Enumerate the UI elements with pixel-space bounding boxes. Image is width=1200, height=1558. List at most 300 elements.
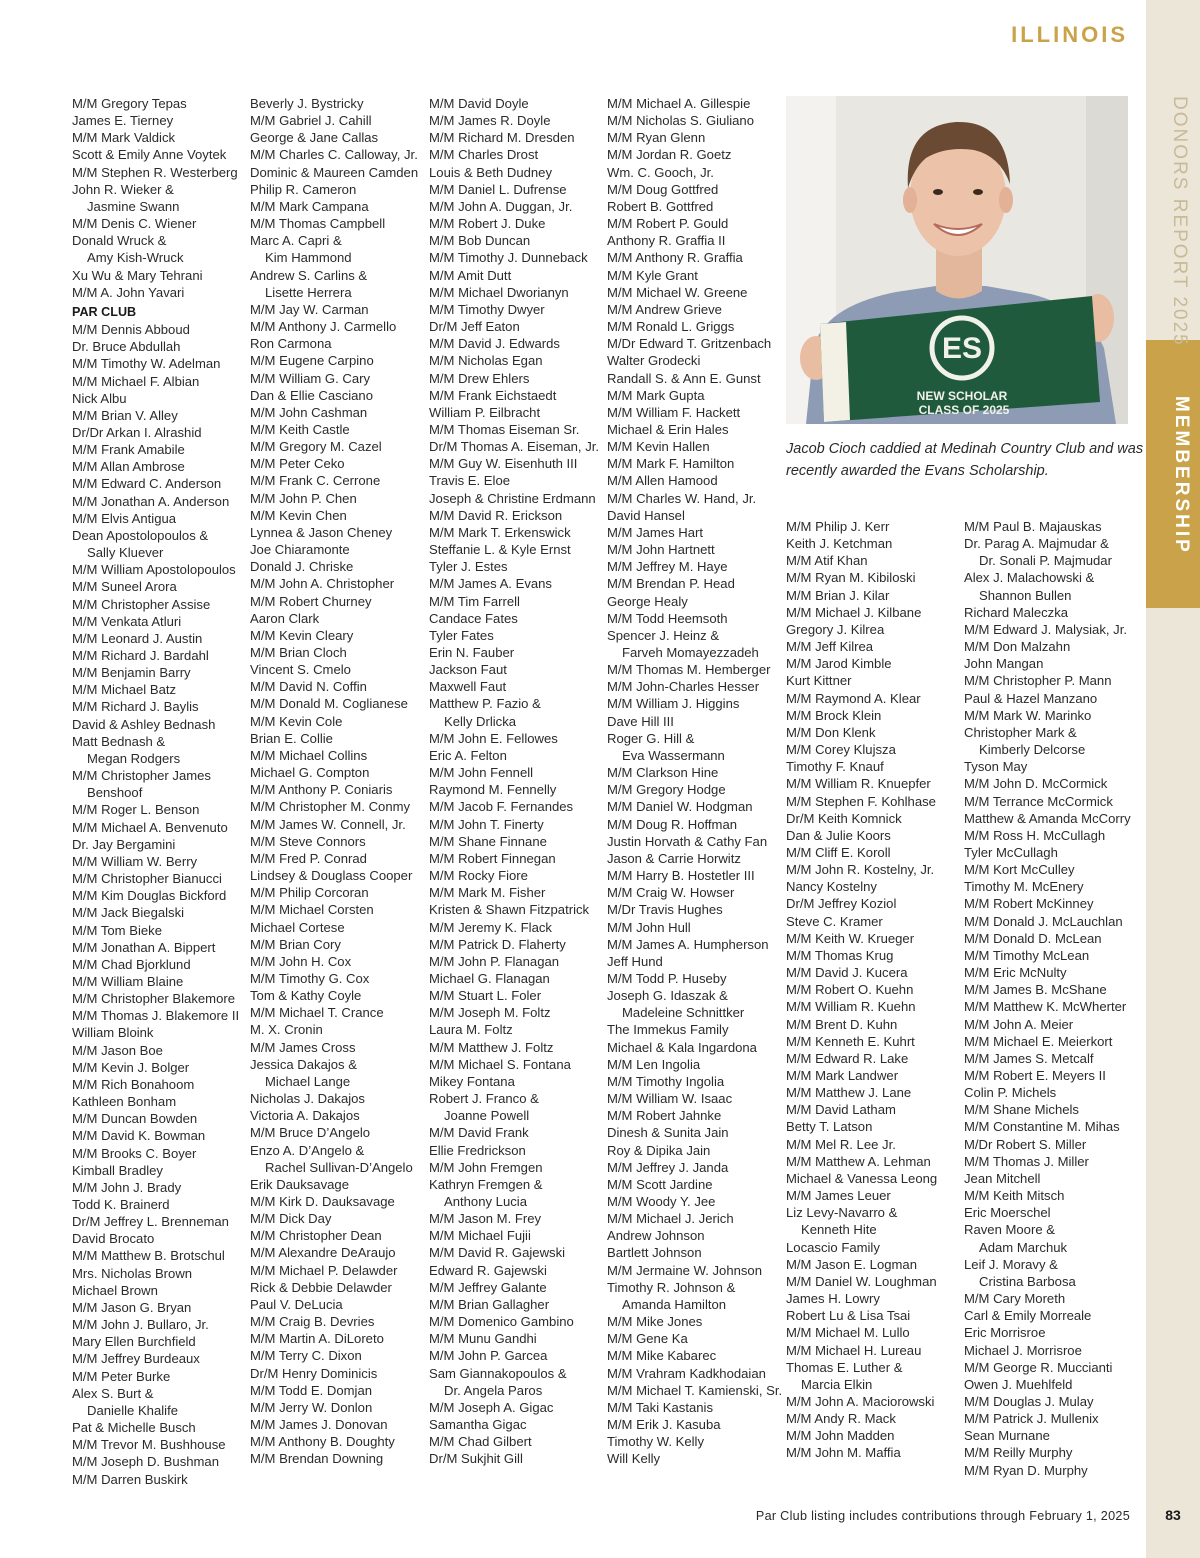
donor-name: Gregory J. Kilrea [786,621,885,637]
donor-name: M/M Jeffrey Burdeaux [72,1351,200,1367]
donor-name: Dr/M Jeff Eaton [429,319,520,335]
donor-name: Eric Moerschel [964,1205,1051,1221]
donor-name: M/M Corey Klujsza [786,742,896,758]
donor-name: Kimball Bradley [72,1162,163,1178]
donor-name-continued: Amanda Hamilton [622,1296,727,1312]
donor-name: Steve C. Kramer [786,913,883,929]
donor-name: M/M Woody Y. Jee [607,1194,716,1209]
donor-name: M/M John M. Maffia [786,1445,901,1461]
donor-name: M/M Michael Fujii [429,1228,531,1244]
donor-name: M/M Brendan P. Head [607,576,735,592]
donor-name: M/M Andy R. Mack [786,1411,896,1427]
donor-name: Samantha Gigac [429,1417,527,1433]
donor-name: M/M Brent D. Kuhn [786,1016,898,1032]
donor-name: Thomas E. Luther & [786,1359,903,1375]
donor-name: Dr. Parag A. Majmudar & [964,536,1109,552]
donor-name: M/M Scott Jardine [607,1176,713,1192]
donor-name: M/M Edward C. Anderson [72,476,222,492]
donor-name: Raymond M. Fennelly [429,782,557,798]
donor-name: Erik Dauksavage [250,1176,349,1192]
donor-name: Brian E. Collie [250,730,333,746]
donor-name: Walter Grodecki [607,353,701,369]
donor-name: M/M Robert Finnegan [429,850,556,866]
donor-name: Carl & Emily Morreale [964,1308,1092,1324]
donor-name: M/M Denis C. Wiener [72,216,197,232]
donor-name: M/M Daniel W. Loughman [786,1273,937,1289]
donor-name: M/M Brian Cloch [250,645,347,660]
donor-name: Michael & Kala Ingardona [607,1039,757,1055]
donor-name: M/M Keith Castle [250,421,350,437]
donor-name: M/M Christopher James [72,768,211,784]
donor-name: Candace Fates [429,610,518,626]
donor-name: M/M Jeffrey M. Haye [607,559,728,575]
donor-name: Jeff Hund [607,953,663,969]
donor-name: M/Dr Edward T. Gritzenbach [607,336,772,352]
donor-name: M/M Michael Dworianyn [429,284,569,300]
donor-name: M/M David Latham [786,1102,896,1118]
donor-name: M/M David Frank [429,1125,529,1141]
flag-line-2: CLASS OF 2025 [918,403,1010,417]
donor-name: M/M William R. Kuehn [786,999,916,1015]
donor-name: Joseph G. Idaszak & [607,988,728,1004]
donor-name: M/M Jack Biegalski [72,905,185,921]
donor-name: Dr/Dr Arkan I. Alrashid [72,424,202,440]
donor-name: M/M Michael E. Meierkort [964,1033,1113,1049]
donor-name: M/M Terry C. Dixon [250,1348,362,1364]
donor-name: M/M Rocky Fiore [429,868,528,884]
donor-name: M/M Brian V. Alley [72,407,178,423]
donor-name: M/M William F. Hackett [607,404,741,420]
donor-name: M/M Michael H. Lureau [786,1342,922,1358]
donor-name: M/M Jeffrey Galante [429,1279,547,1295]
donor-name: M/M Nicholas S. Giuliano [607,113,754,129]
donor-name: Beverly J. Bystricky [250,96,364,111]
donor-name: Nicholas J. Dakajos [250,1091,365,1107]
donor-name: Dan & Julie Koors [786,827,891,843]
flag-monogram: ES [941,332,983,365]
donor-name: M/M Michael S. Fontana [429,1056,571,1072]
donor-name: M/M Roger L. Benson [72,802,200,818]
donor-name: Eric A. Felton [429,747,507,763]
donor-name: Sean Murnane [964,1428,1050,1444]
donor-name: M/M Robert J. Duke [429,216,546,232]
donor-name: M/M Allen Hamood [607,473,718,489]
donor-name: Marc A. Capri & [250,233,342,249]
donor-name: M/M Michael Batz [72,682,177,698]
donor-name: M/M David N. Coffin [250,679,367,695]
donor-name: M/M Robert Churney [250,593,372,609]
donor-name: M/M Ryan D. Murphy [964,1462,1088,1478]
donor-name: M/M John J. Bullaro, Jr. [72,1317,209,1333]
donor-name: M/M Drew Ehlers [429,370,530,386]
donor-name: M/M Michael J. Jerich [607,1211,734,1227]
donor-name: Paul V. DeLucia [250,1296,343,1312]
donor-name: M/M Tim Farrell [429,593,520,609]
donor-name: M/M John E. Fellowes [429,730,558,746]
donor-name: Michael & Erin Hales [607,421,729,437]
donor-name: Michael G. Flanagan [429,970,550,986]
donor-name: M/M Jordan R. Goetz [607,147,732,163]
donor-column-2 [250,95,418,1468]
donor-name: Liz Levy-Navarro & [786,1205,898,1221]
donor-name: M/M Timothy G. Cox [250,970,370,986]
donor-name-continued: Jasmine Swann [87,198,180,214]
donor-name: M/M Kevin J. Bolger [72,1059,190,1075]
donor-name: M/M Cliff E. Koroll [786,844,891,860]
donor-name: Tom & Kathy Coyle [250,988,362,1004]
donor-name: M/M Venkata Atluri [72,613,182,629]
donor-name: M/M Mark Landwer [786,1068,899,1083]
donor-name: M/M Jason E. Logman [786,1256,917,1272]
donor-name: M/M Gene Ka [607,1331,688,1347]
donor-name: M/M John T. Finerty [429,816,544,832]
donor-name: Kristen & Shawn Fitzpatrick [429,902,590,918]
donor-name: M/M Robert O. Kuehn [786,982,914,998]
photo-caption: Jacob Cioch caddied at Medinah Country Club and was recently awarded the Evans Scholarship. [786,441,1144,479]
donor-name: M/M Paul B. Majauskas [964,519,1102,534]
donor-name: M/M Kevin Hallen [607,439,710,455]
donor-name: Michael J. Morrisroe [964,1342,1082,1358]
donor-name: M/M Thomas Campbell [250,216,386,232]
donor-name: M/M Timothy Ingolia [607,1073,725,1089]
donor-name: Justin Horvath & Cathy Fan [607,833,768,849]
donor-name: M/M Richard M. Dresden [429,130,575,146]
donor-name: M/M Edward J. Malysiak, Jr. [964,621,1127,637]
donor-name: M/M Leonard J. Austin [72,630,203,646]
donor-name: M/M Keith W. Krueger [786,930,915,946]
donor-column-1 [72,95,239,1488]
donor-name: M/M Matthew J. Foltz [429,1039,554,1055]
donor-name: Donald J. Chriske [250,559,354,575]
donor-name: M/Dr Robert S. Miller [964,1136,1087,1152]
donor-name: M/M Gregory Hodge [607,782,726,798]
donor-name: Joe Chiaramonte [250,542,350,558]
donor-name: M/M Michael T. Kamienski, Sr. [607,1382,783,1398]
donor-name: M/M Christopher Bianucci [72,871,222,887]
donor-name: Donald Wruck & [72,233,167,249]
donor-name: Randall S. & Ann E. Gunst [607,370,761,386]
donor-name: Keith J. Ketchman [786,536,893,552]
donor-name: Alex S. Burt & [72,1385,154,1401]
donor-name: M/M Chad Bjorklund [72,956,191,972]
donor-name: John Mangan [964,656,1044,672]
donor-name: M/M Keith Mitsch [964,1188,1065,1204]
donor-name: M/M Duncan Bowden [72,1111,198,1127]
donor-name: Kurt Kittner [786,673,852,689]
donor-name: M/M Cary Moreth [964,1291,1066,1307]
donor-name-continued: Dr. Angela Paros [444,1382,543,1398]
donor-name: M/M James Leuer [786,1188,891,1204]
donor-name: M/Dr Travis Hughes [607,902,723,918]
donor-name: Laura M. Foltz [429,1022,513,1038]
donor-name: M/M Amit Dutt [429,267,512,283]
donor-name: M/M Kenneth E. Kuhrt [786,1033,915,1049]
donor-name: Dr/M Jeffrey L. Brenneman [72,1214,229,1230]
donor-name: M/M James A. Humpherson [607,936,769,952]
donor-name: Timothy M. McEnery [964,879,1084,895]
donor-name: M/M Todd P. Huseby [607,970,727,986]
donor-name: Aaron Clark [250,610,320,626]
donor-name: Jason & Carrie Horwitz [607,850,741,866]
donor-name: M/M Daniel L. Dufrense [429,181,567,197]
donor-name: M/M Frank C. Cerrone [250,473,381,489]
donor-name-continued: Dr. Sonali P. Majmudar [979,553,1112,569]
donor-name: M/M Kevin Cleary [250,627,354,643]
donor-name: George Healy [607,593,688,609]
donor-name: M/M Harry B. Hostetler III [607,868,755,884]
donor-name: M/M Frank Eichstaedt [429,387,557,403]
donor-name: M/M Rich Bonahoom [72,1076,195,1092]
donor-name: M/M Anthony B. Doughty [250,1434,395,1450]
donor-name: M/M Christopher Assise [72,596,211,612]
donor-name: Andrew S. Carlins & [250,267,368,283]
donor-name: M/M Taki Kastanis [607,1399,713,1415]
donor-name: M/M John Hull [607,919,691,935]
donor-name: M/M James R. Doyle [429,113,551,129]
donor-name: James E. Tierney [72,113,174,129]
donor-name: M/M Shane Michels [964,1102,1079,1118]
donor-name-continued: Eva Wassermann [622,747,725,763]
donor-name: M/M Joseph A. Gigac [429,1399,554,1415]
donor-name: George & Jane Callas [250,130,379,146]
donor-name: M/M Anthony P. Coniaris [250,782,393,798]
donor-name: Jackson Faut [429,662,507,678]
donor-name: M/M James Cross [250,1039,356,1055]
donor-name: M/M Donald D. McLean [964,930,1102,946]
donor-name: Michael G. Compton [250,765,370,781]
donor-name: M/M Michael Corsten [250,902,374,918]
donor-name: M/M Michael A. Gillespie [607,96,751,111]
donor-name: Wm. C. Gooch, Jr. [607,164,714,180]
donor-name: Travis E. Eloe [429,473,511,489]
donor-name: M/M Elvis Antigua [72,510,177,526]
donor-name: M/M Michael W. Greene [607,284,748,300]
donor-name: M/M Jason Boe [72,1042,163,1058]
donor-name: M/M Martin A. DiLoreto [250,1331,384,1347]
donor-name: M/M Brian J. Kilar [786,587,890,603]
donor-name-continued: Anthony Lucia [444,1194,527,1209]
report-title: DONORS REPORT 2025 [1169,96,1190,347]
donor-name: M/M Reilly Murphy [964,1445,1073,1461]
donor-name-continued: Rachel Sullivan-D’Angelo [265,1159,413,1175]
donor-name: M/M Craig B. Devries [250,1314,375,1330]
donor-name: The Immekus Family [607,1022,729,1038]
donor-name: Bartlett Johnson [607,1245,702,1261]
donor-name: Joseph & Christine Erdmann [429,490,596,506]
donor-name: Tyler Fates [429,627,494,643]
donor-name: M/M Guy W. Eisenhuth III [429,456,578,472]
donor-name: M/M Joseph M. Foltz [429,1005,551,1021]
donor-name: Rick & Debbie Delawder [250,1279,392,1295]
flag-line-1: NEW SCHOLAR [916,389,1008,403]
donor-name: M/M Christopher Blakemore [72,991,235,1007]
donor-name: M/M Thomas J. Miller [964,1153,1089,1169]
donor-name: M/M Stephen R. Westerberg [72,164,238,180]
donor-name: M/M John Cashman [250,404,368,420]
donor-name: Scott & Emily Anne Voytek [72,147,227,163]
donor-name: M/M William R. Knuepfer [786,776,931,792]
donor-name: M/M Mark T. Erkenswick [429,524,571,540]
donor-name: Owen J. Muehlfeld [964,1376,1073,1392]
donor-name: M/M David J. Edwards [429,336,560,352]
donor-name: Paul & Hazel Manzano [964,690,1098,706]
donor-name: M/M Matthew B. Brotschul [72,1248,225,1264]
donor-name-continued: Joanne Powell [444,1108,530,1124]
donor-name: M/M Anthony R. Graffia [607,250,743,266]
donor-name: M/M Dennis Abboud [72,322,190,338]
donor-name: Robert J. Franco & [429,1091,539,1107]
donor-name: M/M A. John Yavari [72,284,185,300]
donor-name: M/M Constantine M. Mihas [964,1119,1120,1135]
section-title: MEMBERSHIP [1171,396,1192,555]
donor-name: M/M Joseph D. Bushman [72,1454,219,1470]
donor-name-continued: Danielle Khalife [87,1402,178,1418]
donor-name: Betty T. Latson [786,1119,873,1135]
donor-name: William Bloink [72,1025,154,1041]
donor-name: M/M Daniel W. Hodgman [607,799,753,815]
donor-name: M/M John H. Cox [250,953,352,969]
donor-name: M/M Stuart L. Foler [429,988,542,1004]
donor-name: Tyson May [964,759,1028,775]
donor-name: M/M Richard J. Baylis [72,699,199,715]
donor-name: M/M Matthew J. Lane [786,1085,912,1101]
donor-name: M/M Mark F. Hamilton [607,456,735,472]
donor-name: M/M Benjamin Barry [72,665,191,681]
donor-name-continued: Adam Marchuk [979,1239,1068,1255]
donor-name: M/M John A. Meier [964,1016,1074,1032]
donor-name-continued: Marcia Elkin [801,1376,873,1392]
donor-name: M/M Richard J. Bardahl [72,648,209,663]
donor-name: M/M William G. Cary [250,370,371,386]
donor-name: M/M Kevin Cole [250,713,343,729]
donor-name: M/M Todd E. Domjan [250,1382,373,1398]
donor-name-continued: Amy Kish-Wruck [87,250,184,266]
donor-name: Dr/M Henry Dominicis [250,1365,378,1381]
donor-name: Enzo A. D’Angelo & [250,1142,365,1158]
donor-name: Ellie Fredrickson [429,1142,526,1158]
page-number: 83 [1165,1507,1181,1523]
scholar-photo [786,96,1128,424]
donor-name: Christopher Mark & [964,724,1077,740]
donor-name: M/M Clarkson Hine [607,765,719,781]
donor-name: M/M Dick Day [250,1211,332,1227]
donor-column-5 [786,518,937,1462]
donor-name: Richard Maleczka [964,604,1069,620]
donor-name: Dominic & Maureen Camden [250,164,419,180]
donor-name: M/M Fred P. Conrad [250,850,367,866]
donor-name: M/M John P. Chen [250,490,357,506]
donor-name: M/M Anthony J. Carmello [250,319,397,335]
donor-name: Edward R. Gajewski [429,1262,547,1278]
donor-name: M/M Mark M. Fisher [429,885,546,901]
donor-name: M/M Jason G. Bryan [72,1299,192,1315]
donor-name: M/M John P. Flanagan [429,953,560,969]
donor-name: M/M John A. Maciorowski [786,1393,935,1409]
donor-name: M/M Jacob F. Fernandes [429,799,574,815]
donor-name: Mikey Fontana [429,1073,515,1089]
donor-name: M/M Robert P. Gould [607,216,729,232]
donor-name: M/M Atif Khan [786,553,868,569]
donor-name: Timothy W. Kelly [607,1434,705,1450]
donor-name: M/M Jason M. Frey [429,1211,542,1227]
donor-name: Colin P. Michels [964,1085,1057,1101]
donor-name: John R. Wieker & [72,181,174,197]
donor-name: M/M Ross H. McCullagh [964,827,1106,843]
donor-name: Dinesh & Sunita Jain [607,1125,729,1141]
donor-name-continued: Kenneth Hite [801,1222,877,1238]
donor-name: M/M Christopher P. Mann [964,673,1112,689]
donor-name: David Hansel [607,507,685,523]
donor-name: M/M John Fremgen [429,1159,543,1175]
donor-name: Leif J. Moravy & [964,1256,1058,1272]
donor-name: Jean Mitchell [964,1170,1041,1186]
donor-name: Raven Moore & [964,1222,1055,1238]
donor-name: M/M John Madden [786,1428,895,1444]
donor-name: M/M Doug R. Hoffman [607,816,738,832]
donor-name: M/M Vrahram Kadkhodaian [607,1365,766,1381]
donor-name: M/M Jarod Kimble [786,656,892,672]
donor-name: Timothy R. Johnson & [607,1279,736,1295]
donor-name: M/M Steve Connors [250,833,366,849]
donor-name: M/M Brendan Downing [250,1451,384,1467]
donor-name: M/M Brock Klein [786,707,882,723]
donor-name: M/M John Fennell [429,765,534,781]
donor-name: M/M William W. Berry [72,853,198,869]
donor-name: Locascio Family [786,1239,880,1255]
donor-name: M/M Timothy McLean [964,947,1090,963]
donor-name: M/M Chad Gilbert [429,1434,532,1450]
donor-name: M/M William W. Isaac [607,1091,733,1107]
donor-name: Michael Brown [72,1282,158,1298]
donor-name: M/M Nicholas Egan [429,353,543,369]
donor-name-continued: Madeleine Schnittker [622,1005,745,1021]
donor-name: Jessica Dakajos & [250,1056,357,1072]
scholar-photo-illustration [786,96,1128,424]
donor-name: Nancy Kostelny [786,879,877,895]
donor-name: David & Ashley Bednash [72,716,216,732]
donor-name: Will Kelly [607,1451,661,1467]
donor-name: M/M Kevin Chen [250,507,347,523]
donor-name: M/M Kim Douglas Bickford [72,888,227,904]
donor-name: M/M Craig W. Howser [607,885,735,901]
donor-name: M/M Timothy J. Dunneback [429,250,588,266]
donor-name: M/M Jeff Kilrea [786,639,874,655]
donor-name: M/M Donald J. McLauchlan [964,913,1123,929]
donor-name: M/M David J. Kucera [786,965,908,981]
donor-name: Lynnea & Jason Cheney [250,524,393,540]
donor-name: Maxwell Faut [429,679,507,695]
donor-name: M/M Erik J. Kasuba [607,1417,721,1433]
donor-name: Dave Hill III [607,713,674,729]
donor-name: Andrew Johnson [607,1228,705,1244]
donor-name: M/M Robert McKinney [964,896,1094,912]
donor-name: M/M Michael T. Crance [250,1005,384,1021]
donor-name: Sam Giannakopoulos & [429,1365,567,1381]
donor-name: Kathryn Fremgen & [429,1176,543,1192]
donor-name: M/M Alexandre DeAraujo [250,1245,396,1261]
donor-name: Dr. Jay Bergamini [72,836,176,852]
donor-name: M/M Philip Corcoran [250,885,369,901]
donor-name: M. X. Cronin [250,1022,323,1038]
donor-name: M/M James A. Evans [429,576,552,592]
donor-name: M/M Ryan M. Kibiloski [786,570,916,586]
donor-name: M/M Jonathan A. Anderson [72,493,230,509]
donor-name: Timothy F. Knauf [786,759,884,775]
donor-name: M/M Gregory M. Cazel [250,439,382,455]
donor-name: M/M John A. Duggan, Jr. [429,198,573,214]
donor-name: M/M Tom Bieke [72,922,162,938]
donor-name: M/M Brian Cory [250,936,341,952]
